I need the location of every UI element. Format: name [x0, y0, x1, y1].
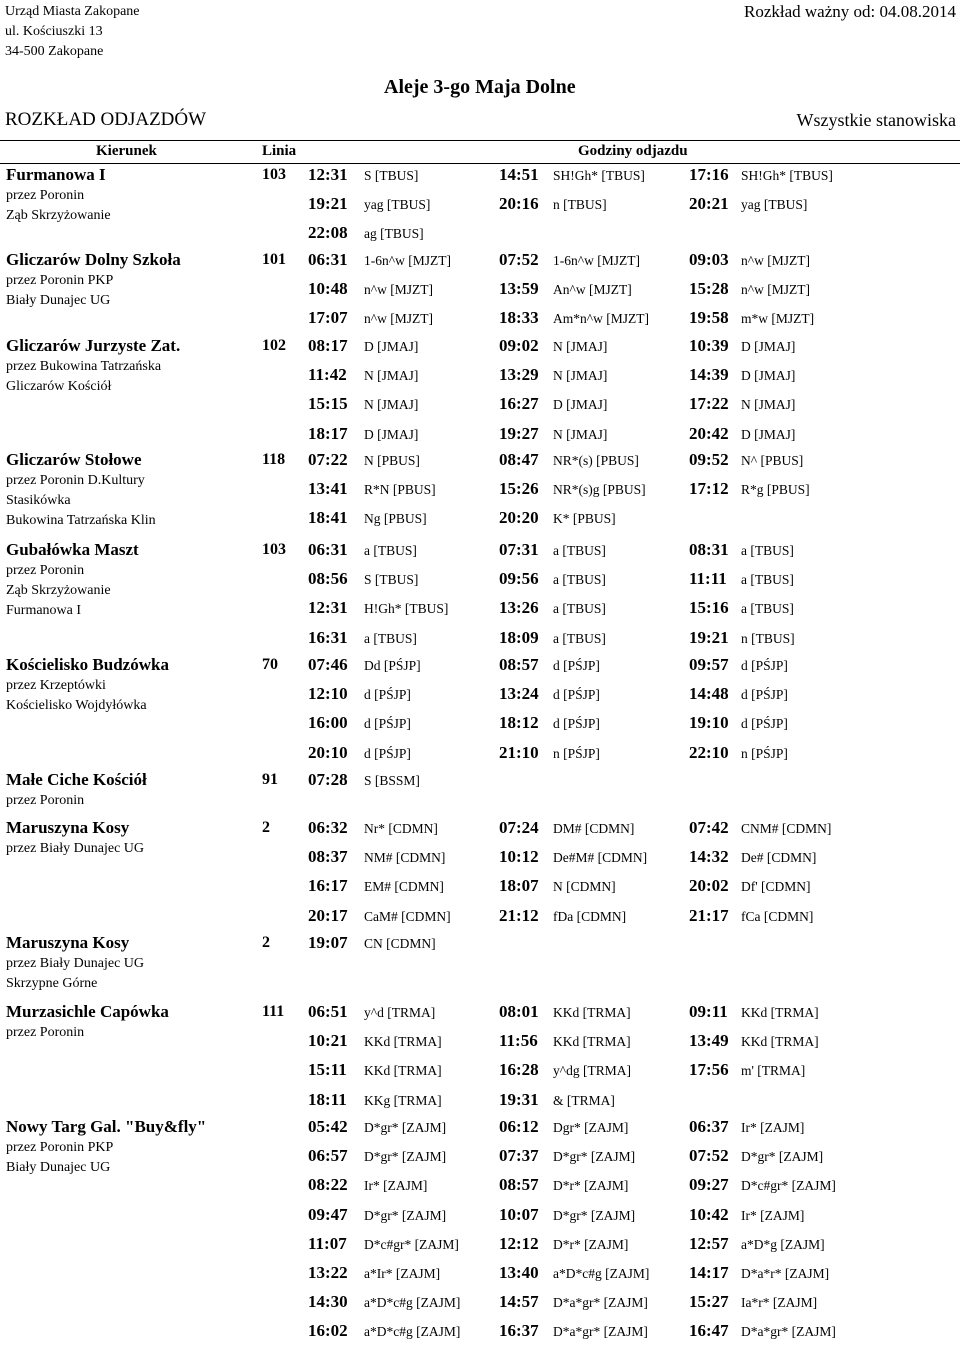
- departure-code: d [PŚJP]: [364, 687, 411, 703]
- route-via: przez Poronin PKP: [6, 273, 114, 288]
- route-destination: Gliczarów Dolny Szkoła: [6, 250, 181, 269]
- route-via: przez Biały Dunajec UG: [6, 841, 144, 856]
- departure-code: a [TBUS]: [553, 572, 606, 588]
- departure-time: 06:12: [499, 1117, 539, 1136]
- departure-time: 19:58: [689, 308, 729, 328]
- departure-code: D [JMAJ]: [741, 339, 796, 354]
- departure-code: S [TBUS]: [364, 168, 419, 183]
- departure-code: Am*n^w [MJZT]: [553, 311, 649, 327]
- route-via: przez Poronin: [6, 188, 85, 203]
- departure-time: 06:31: [308, 540, 348, 559]
- departure-time: 09:56: [499, 569, 539, 589]
- departure-code: N^ [PBUS]: [741, 453, 804, 468]
- departure-code: a [TBUS]: [364, 630, 417, 646]
- departure-code: SH!Gh* [TBUS]: [741, 168, 833, 183]
- departure-code: KKd [TRMA]: [741, 1005, 819, 1020]
- departure-code: NR*(s)g [PBUS]: [553, 482, 646, 498]
- departure-code: d [PŚJP]: [364, 716, 411, 732]
- departure-time: 14:57: [499, 1292, 539, 1312]
- route-destination: Maruszyna Kosy: [6, 818, 130, 837]
- departure-time: 10:42: [689, 1204, 729, 1224]
- route-line-number: 101: [262, 251, 286, 268]
- departure-time: 17:16: [689, 165, 729, 184]
- route-via: Biały Dunajec UG: [6, 293, 111, 308]
- departure-code: d [PŚJP]: [553, 658, 600, 673]
- departure-time: 16:37: [499, 1321, 539, 1341]
- departure-code: D [JMAJ]: [364, 339, 419, 354]
- departure-code: S [BSSM]: [364, 773, 420, 788]
- departure-code: Dd [PŚJP]: [364, 658, 421, 673]
- departure-time: 12:31: [308, 165, 348, 184]
- departure-code: yag [TBUS]: [364, 197, 431, 213]
- departure-time: 07:37: [499, 1146, 539, 1166]
- departure-time: 12:12: [499, 1233, 539, 1253]
- departure-time: 17:56: [689, 1060, 729, 1080]
- departure-time: 10:07: [499, 1204, 539, 1224]
- departure-code: a [TBUS]: [553, 601, 606, 617]
- departure-code: n^w [MJZT]: [364, 282, 433, 298]
- departure-code: N [JMAJ]: [364, 368, 419, 384]
- route-destination: Kościelisko Budzówka: [6, 655, 169, 674]
- departure-code: N [PBUS]: [364, 453, 420, 468]
- route-via: Gliczarów Kościół: [6, 379, 112, 394]
- departure-code: ag [TBUS]: [364, 226, 424, 242]
- departure-time: 07:31: [499, 540, 539, 559]
- departure-code: d [PŚJP]: [553, 716, 600, 732]
- departure-time: 18:09: [499, 627, 539, 647]
- route-via: przez Bukowina Tatrzańska: [6, 359, 162, 374]
- departure-code: n^w [MJZT]: [741, 253, 810, 268]
- route-via: Kościelisko Wojdyłówka: [6, 698, 147, 713]
- departure-time: 08:37: [308, 847, 348, 867]
- departure-code: D [JMAJ]: [741, 368, 796, 384]
- departure-time: 08:01: [499, 1002, 539, 1021]
- departure-code: a [TBUS]: [553, 543, 606, 558]
- departure-time: 16:31: [308, 627, 348, 647]
- departure-code: Ng [PBUS]: [364, 511, 427, 527]
- departure-time: 10:39: [689, 336, 729, 355]
- departure-code: NR*(s) [PBUS]: [553, 453, 639, 468]
- valid-from: Rozkład ważny od: 04.08.2014: [744, 2, 956, 21]
- route-destination: Gliczarów Jurzyste Zat.: [6, 336, 181, 355]
- departure-time: 21:10: [499, 742, 539, 762]
- departure-time: 18:41: [308, 508, 348, 528]
- departure-code: m' [TRMA]: [741, 1063, 806, 1079]
- departure-time: 16:00: [308, 713, 348, 733]
- departure-time: 20:42: [689, 423, 729, 443]
- departure-code: Nr* [CDMN]: [364, 821, 438, 836]
- departure-time: 08:57: [499, 1175, 539, 1195]
- departure-code: y^d [TRMA]: [364, 1005, 436, 1020]
- office-street: ul. Kościuszki 13: [5, 24, 103, 39]
- departure-time: 10:21: [308, 1031, 348, 1051]
- departure-code: yag [TBUS]: [741, 197, 808, 213]
- departure-code: KKd [TRMA]: [553, 1034, 631, 1050]
- route-via: Skrzypne Górne: [6, 976, 98, 991]
- departure-code: d [PŚJP]: [364, 745, 411, 761]
- route-destination: Gubałówka Maszt: [6, 540, 139, 559]
- departure-time: 06:32: [308, 818, 348, 837]
- departure-time: 16:17: [308, 876, 348, 896]
- departure-time: 22:10: [689, 742, 729, 762]
- route-destination: Małe Ciche Kościół: [6, 770, 147, 789]
- departure-time: 16:02: [308, 1321, 348, 1341]
- route-via: Furmanowa I: [6, 603, 82, 618]
- departure-time: 21:12: [499, 905, 539, 925]
- departure-time: 08:31: [689, 540, 729, 559]
- departure-code: KKd [TRMA]: [364, 1034, 442, 1050]
- departure-code: n^w [MJZT]: [741, 282, 810, 298]
- departure-code: Df' [CDMN]: [741, 879, 811, 895]
- departure-code: 1-6n^w [MJZT]: [553, 253, 640, 268]
- route-line-number: 102: [262, 337, 286, 354]
- departure-code: D*a*gr* [ZAJM]: [741, 1324, 836, 1340]
- office-name: Urząd Miasta Zakopane: [5, 4, 140, 19]
- route-via: przez Poronin: [6, 563, 85, 578]
- departure-time: 14:17: [689, 1263, 729, 1282]
- departure-time: 08:22: [308, 1175, 348, 1195]
- route-line-number: 118: [262, 451, 286, 468]
- departure-time: 10:48: [308, 279, 348, 299]
- departure-code: n [PŚJP]: [741, 745, 788, 761]
- departure-code: a*D*c#g [ZAJM]: [364, 1324, 461, 1340]
- departure-code: Dgr* [ZAJM]: [553, 1120, 629, 1135]
- departure-time: 09:27: [689, 1175, 729, 1195]
- departure-time: 07:52: [689, 1146, 729, 1166]
- departure-time: 18:17: [308, 423, 348, 443]
- departure-code: DM# [CDMN]: [553, 821, 635, 836]
- departure-code: a [TBUS]: [741, 572, 794, 588]
- departure-code: 1-6n^w [MJZT]: [364, 253, 451, 268]
- departure-time: 12:10: [308, 684, 348, 704]
- departure-time: 12:57: [689, 1233, 729, 1253]
- departure-time: 20:17: [308, 905, 348, 925]
- departure-time: 19:10: [689, 713, 729, 733]
- departure-code: D*gr* [ZAJM]: [553, 1207, 636, 1223]
- route-destination: Nowy Targ Gal. "Buy&fly": [6, 1117, 207, 1136]
- departure-time: 14:32: [689, 847, 729, 867]
- departure-time: 15:27: [689, 1292, 729, 1312]
- departure-code: d [PŚJP]: [741, 716, 788, 732]
- departure-code: a [TBUS]: [741, 543, 794, 558]
- departure-code: H!Gh* [TBUS]: [364, 601, 449, 617]
- departure-code: CaM# [CDMN]: [364, 908, 451, 924]
- departure-time: 14:30: [308, 1292, 348, 1312]
- departure-time: 13:29: [499, 365, 539, 385]
- departure-code: Ir* [ZAJM]: [364, 1178, 428, 1194]
- departure-time: 13:26: [499, 598, 539, 618]
- departure-time: 19:07: [308, 933, 348, 952]
- departure-code: KKd [TRMA]: [741, 1034, 819, 1050]
- departure-time: 15:11: [308, 1060, 347, 1080]
- route-line-number: 2: [262, 819, 270, 836]
- departure-time: 18:11: [308, 1089, 347, 1109]
- departure-code: n^w [MJZT]: [364, 311, 433, 327]
- departure-time: 14:51: [499, 165, 539, 184]
- departure-time: 16:28: [499, 1060, 539, 1080]
- departure-time: 09:02: [499, 336, 539, 355]
- departure-time: 18:33: [499, 308, 539, 328]
- departure-code: m*w [MJZT]: [741, 311, 815, 327]
- departure-code: d [PŚJP]: [741, 687, 788, 703]
- departure-time: 07:22: [308, 450, 348, 469]
- departure-code: D*gr* [ZAJM]: [364, 1149, 447, 1165]
- departure-code: y^dg [TRMA]: [553, 1063, 631, 1079]
- route-via: Ząb Skrzyżowanie: [6, 583, 111, 598]
- route-via: Stasikówka: [6, 493, 71, 508]
- departure-code: N [JMAJ]: [553, 426, 608, 442]
- departure-time: 20:02: [689, 876, 729, 896]
- departure-code: n [TBUS]: [741, 630, 795, 646]
- departure-time: 07:24: [499, 818, 539, 837]
- departure-code: D*gr* [ZAJM]: [553, 1149, 636, 1165]
- route-via: przez Poronin D.Kultury: [6, 473, 145, 488]
- page-title: ROZKŁAD ODJAZDÓW: [5, 109, 207, 130]
- departure-code: n [TBUS]: [553, 197, 607, 213]
- departure-code: d [PŚJP]: [553, 687, 600, 703]
- departure-code: CN [CDMN]: [364, 936, 436, 951]
- departure-code: D*gr* [ZAJM]: [364, 1207, 447, 1223]
- departure-code: De# [CDMN]: [741, 850, 817, 866]
- departure-time: 16:47: [689, 1321, 729, 1341]
- route-via: przez Biały Dunajec UG: [6, 956, 144, 971]
- col-times: Godziny odjazdu: [578, 143, 688, 159]
- departure-code: D*c#gr* [ZAJM]: [741, 1178, 836, 1194]
- departure-time: 11:11: [689, 569, 727, 589]
- departure-code: fDa [CDMN]: [553, 908, 627, 924]
- route-via: Ząb Skrzyżowanie: [6, 208, 111, 223]
- departure-code: a*D*c#g [ZAJM]: [553, 1266, 650, 1281]
- departure-time: 06:31: [308, 250, 348, 269]
- header-top-rule: [0, 140, 960, 141]
- departure-code: a*D*c#g [ZAJM]: [364, 1295, 461, 1311]
- route-via: przez Poronin: [6, 1025, 85, 1040]
- departure-code: R*N [PBUS]: [364, 482, 436, 498]
- office-city: 34-500 Zakopane: [5, 44, 104, 59]
- departure-time: 09:03: [689, 250, 729, 269]
- departure-time: 11:07: [308, 1233, 347, 1253]
- departure-code: N [JMAJ]: [741, 397, 796, 413]
- departure-code: D*a*r* [ZAJM]: [741, 1266, 830, 1281]
- departure-time: 10:12: [499, 847, 539, 867]
- departure-code: D*c#gr* [ZAJM]: [364, 1236, 459, 1252]
- departure-time: 09:11: [689, 1002, 728, 1021]
- departure-time: 17:22: [689, 394, 729, 414]
- departure-code: fCa [CDMN]: [741, 908, 814, 924]
- platforms-label: Wszystkie stanowiska: [796, 110, 956, 130]
- departure-code: N [JMAJ]: [553, 368, 608, 384]
- departure-code: D*a*gr* [ZAJM]: [553, 1324, 648, 1340]
- departure-code: De#M# [CDMN]: [553, 850, 648, 866]
- departure-time: 07:42: [689, 818, 729, 837]
- route-destination: Murzasichle Capówka: [6, 1002, 169, 1021]
- departure-time: 19:21: [689, 627, 729, 647]
- departure-time: 06:57: [308, 1146, 348, 1166]
- departure-code: n [PŚJP]: [553, 745, 600, 761]
- route-destination: Maruszyna Kosy: [6, 933, 130, 952]
- route-line-number: 91: [262, 771, 278, 788]
- departure-time: 08:17: [308, 336, 348, 355]
- departure-code: a*D*g [ZAJM]: [741, 1236, 825, 1252]
- departure-time: 12:31: [308, 598, 348, 618]
- departure-time: 20:16: [499, 194, 539, 214]
- route-destination: Gliczarów Stołowe: [6, 450, 142, 469]
- departure-time: 17:07: [308, 308, 348, 328]
- departure-time: 11:56: [499, 1031, 538, 1051]
- route-line-number: 103: [262, 166, 286, 183]
- col-line: Linia: [262, 143, 297, 159]
- departure-time: 13:22: [308, 1263, 348, 1282]
- departure-time: 19:21: [308, 194, 348, 214]
- departure-code: EM# [CDMN]: [364, 879, 444, 895]
- departure-code: N [JMAJ]: [553, 339, 608, 354]
- departure-code: D [JMAJ]: [741, 426, 796, 442]
- departure-code: D [JMAJ]: [553, 397, 608, 413]
- departure-time: 17:12: [689, 479, 729, 499]
- departure-code: Ia*r* [ZAJM]: [741, 1295, 818, 1311]
- col-direction: Kierunek: [96, 143, 157, 159]
- departure-code: Ir* [ZAJM]: [741, 1207, 805, 1223]
- departure-time: 06:37: [689, 1117, 729, 1136]
- departure-time: 11:42: [308, 365, 347, 385]
- departure-time: 18:07: [499, 876, 539, 896]
- route-via: przez Poronin PKP: [6, 1140, 114, 1155]
- departure-time: 19:31: [499, 1089, 539, 1109]
- departure-code: CNM# [CDMN]: [741, 821, 832, 836]
- departure-time: 09:52: [689, 450, 729, 469]
- departure-time: 07:28: [308, 770, 348, 789]
- route-line-number: 2: [262, 934, 270, 951]
- departure-code: d [PŚJP]: [741, 658, 788, 673]
- departure-code: a [TBUS]: [364, 543, 417, 558]
- departure-code: N [CDMN]: [553, 879, 616, 895]
- route-via: Biały Dunajec UG: [6, 1160, 111, 1175]
- departure-time: 21:17: [689, 905, 729, 925]
- departure-code: An^w [MJZT]: [553, 282, 632, 298]
- departure-code: D*gr* [ZAJM]: [741, 1149, 824, 1165]
- departure-time: 15:26: [499, 479, 539, 499]
- departure-code: KKd [TRMA]: [364, 1063, 442, 1079]
- route-line-number: 70: [262, 656, 278, 673]
- departure-code: D*r* [ZAJM]: [553, 1178, 629, 1194]
- departure-time: 14:48: [689, 684, 729, 704]
- departure-code: & [TRMA]: [553, 1092, 615, 1108]
- route-line-number: 111: [262, 1003, 285, 1020]
- stop-name: Aleje 3-go Maja Dolne: [384, 76, 576, 98]
- departure-code: D*a*gr* [ZAJM]: [553, 1295, 648, 1311]
- departure-code: a [TBUS]: [553, 630, 606, 646]
- departure-time: 16:27: [499, 394, 539, 414]
- departure-code: D [JMAJ]: [364, 426, 419, 442]
- departure-time: 08:57: [499, 655, 539, 674]
- route-via: przez Krzeptówki: [6, 678, 106, 693]
- departure-time: 15:16: [689, 598, 729, 618]
- departure-code: S [TBUS]: [364, 572, 419, 588]
- departure-time: 05:42: [308, 1117, 348, 1136]
- departure-code: NM# [CDMN]: [364, 850, 446, 866]
- departure-time: 07:52: [499, 250, 539, 269]
- departure-time: 09:47: [308, 1204, 348, 1224]
- header-bottom-rule: [0, 163, 960, 164]
- departure-time: 13:49: [689, 1031, 729, 1051]
- departure-time: 15:15: [308, 394, 348, 414]
- departure-time: 19:27: [499, 423, 539, 443]
- route-via: Bukowina Tatrzańska Klin: [6, 513, 156, 528]
- departure-time: 07:46: [308, 655, 348, 674]
- departure-time: 08:56: [308, 569, 348, 589]
- departure-time: 20:21: [689, 194, 729, 214]
- departure-time: 18:12: [499, 713, 539, 733]
- departure-time: 14:39: [689, 365, 729, 385]
- departure-code: K* [PBUS]: [553, 511, 616, 527]
- departure-time: 15:28: [689, 279, 729, 299]
- departure-time: 13:41: [308, 479, 348, 499]
- departure-time: 22:08: [308, 223, 348, 243]
- departure-time: 06:51: [308, 1002, 348, 1021]
- departure-time: 13:59: [499, 279, 539, 299]
- departure-time: 08:47: [499, 450, 539, 469]
- departure-code: a [TBUS]: [741, 601, 794, 617]
- departure-time: 09:57: [689, 655, 729, 674]
- departure-time: 20:20: [499, 508, 539, 528]
- departure-code: R*g [PBUS]: [741, 482, 810, 498]
- departure-time: 13:40: [499, 1263, 539, 1282]
- departure-code: SH!Gh* [TBUS]: [553, 168, 645, 183]
- departure-code: D*r* [ZAJM]: [553, 1236, 629, 1252]
- route-via: przez Poronin: [6, 793, 85, 808]
- route-destination: Furmanowa I: [6, 165, 106, 184]
- departure-code: KKg [TRMA]: [364, 1092, 442, 1108]
- departure-code: KKd [TRMA]: [553, 1005, 631, 1020]
- route-line-number: 103: [262, 541, 286, 558]
- departure-code: D*gr* [ZAJM]: [364, 1120, 447, 1135]
- departure-time: 20:10: [308, 742, 348, 762]
- departure-code: N [JMAJ]: [364, 397, 419, 413]
- departure-code: a*Ir* [ZAJM]: [364, 1266, 441, 1281]
- departure-time: 13:24: [499, 684, 539, 704]
- departure-code: Ir* [ZAJM]: [741, 1120, 805, 1135]
